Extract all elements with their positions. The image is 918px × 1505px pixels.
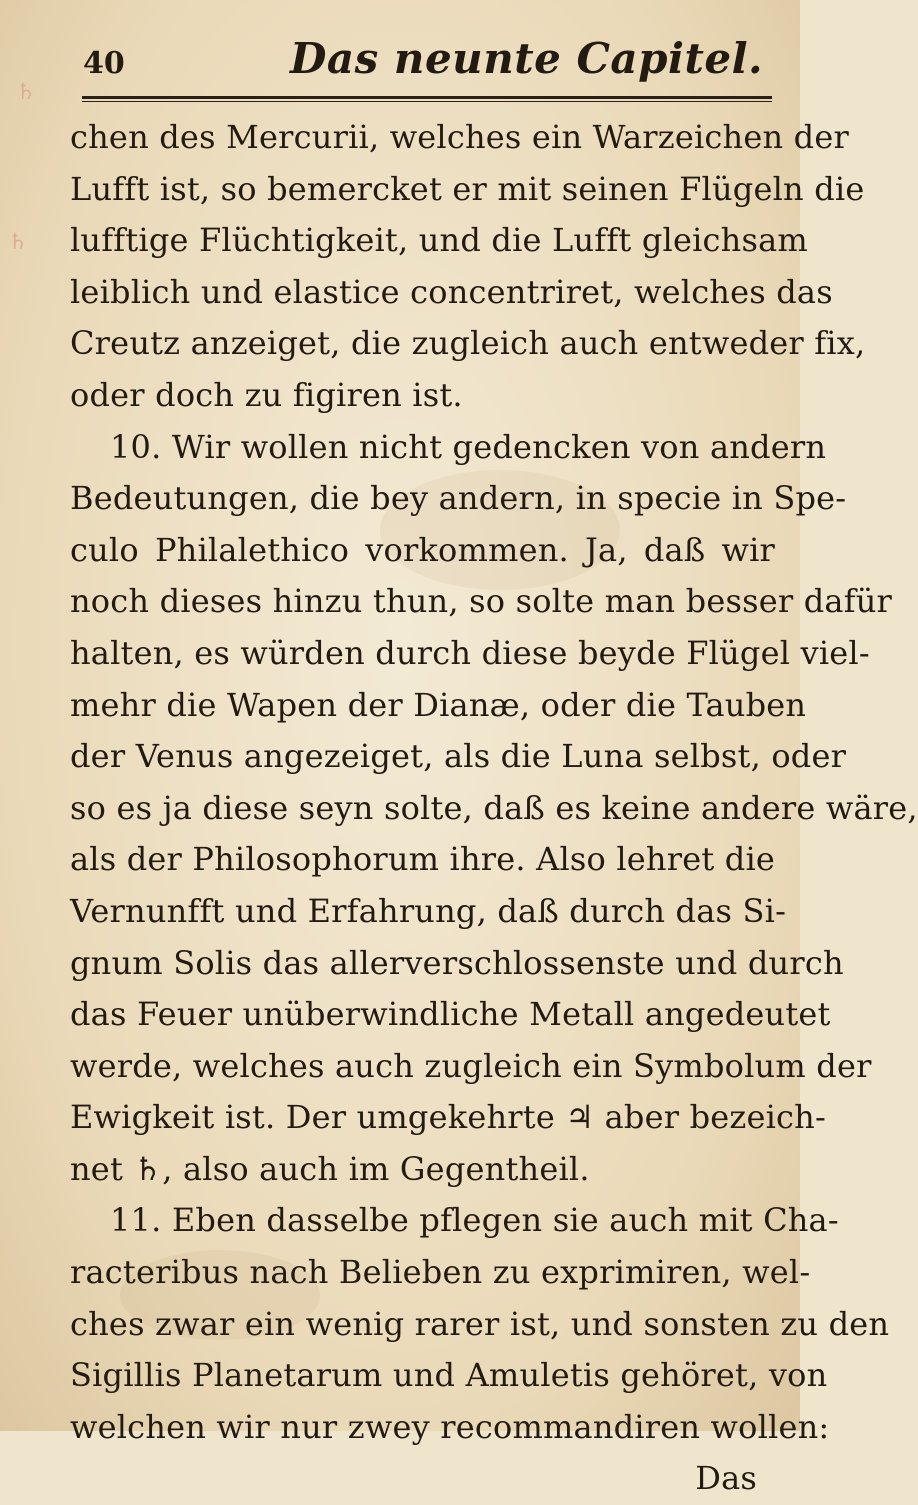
text-line: Sigillis Planetarum und Amuletis gehöret, von <box>70 1356 828 1395</box>
text-line: net ♄, also auch im Gegentheil. <box>70 1149 590 1188</box>
text-line: Vernunfft und Erfahrung, daß durch das Si- <box>70 891 787 930</box>
text-line: leiblich und elastice concentriret, welches das <box>70 272 833 311</box>
text-line: racteribus nach Belieben zu exprimiren, wel- <box>70 1253 811 1292</box>
margin-marks <box>8 80 68 320</box>
text-line: ches zwar ein wenig rarer ist, und sonsten zu den <box>70 1304 890 1343</box>
text-line: lufftige Flüchtigkeit, und die Lufft gleichsam <box>70 221 808 260</box>
running-head: Das neunte Capitel. <box>290 34 764 83</box>
text-line: noch dieses hinzu thun, so solte man besser dafür <box>70 582 893 621</box>
catchword: Das <box>695 1459 757 1498</box>
text-line: so es ja diese seyn solte, daß es keine andere wäre, <box>70 788 918 827</box>
text-line: Creutz anzeiget, die zugleich auch entweder fix, <box>70 324 866 363</box>
text-line: Bedeutungen, die bey andern, in specie in Spe- <box>70 479 847 518</box>
page-header <box>75 32 775 92</box>
text-line: Ewigkeit ist. Der umgekehrte ♃ aber bezeich- <box>70 1098 826 1137</box>
text-line: welchen wir nur zwey recommandiren wollen: <box>70 1407 830 1446</box>
paragraph-start-10: 10. Wir wollen nicht gedencken von andern <box>110 427 827 466</box>
page-number: 40 <box>83 46 125 81</box>
text-line: chen des Mercurii, welches ein Warzeichen der <box>70 118 849 156</box>
text-line: als der Philosophorum ihre. Also lehret die <box>70 840 776 879</box>
paragraph-start-11: 11. Eben dasselbe pflegen sie auch mit Cha- <box>110 1201 839 1240</box>
text-line: Lufft ist, so bemercket er mit seinen Flügeln die <box>70 169 865 208</box>
text-line: halten, es würden durch diese beyde Flügel viel- <box>70 633 870 672</box>
text-line: gnum Solis das allerverschlossenste und durch <box>70 943 844 982</box>
body-text <box>70 112 918 1505</box>
text-line: culo Philalethico vorkommen. Ja, daß wir <box>70 530 775 569</box>
text-line: das Feuer unüberwindliche Metall angedeutet <box>70 995 831 1034</box>
text-line: mehr die Wapen der Dianæ, oder die Tauben <box>70 685 807 724</box>
text-line: der Venus angezeiget, als die Luna selbst, oder <box>70 737 847 776</box>
margin-mark: ♄ <box>8 230 28 255</box>
header-rule-thin <box>82 101 772 102</box>
text-line: oder doch zu figiren ist. <box>70 375 463 414</box>
header-rule <box>82 96 772 99</box>
text-line: werde, welches auch zugleich ein Symbolum der <box>70 1046 872 1085</box>
margin-mark: ♄ <box>16 80 36 105</box>
